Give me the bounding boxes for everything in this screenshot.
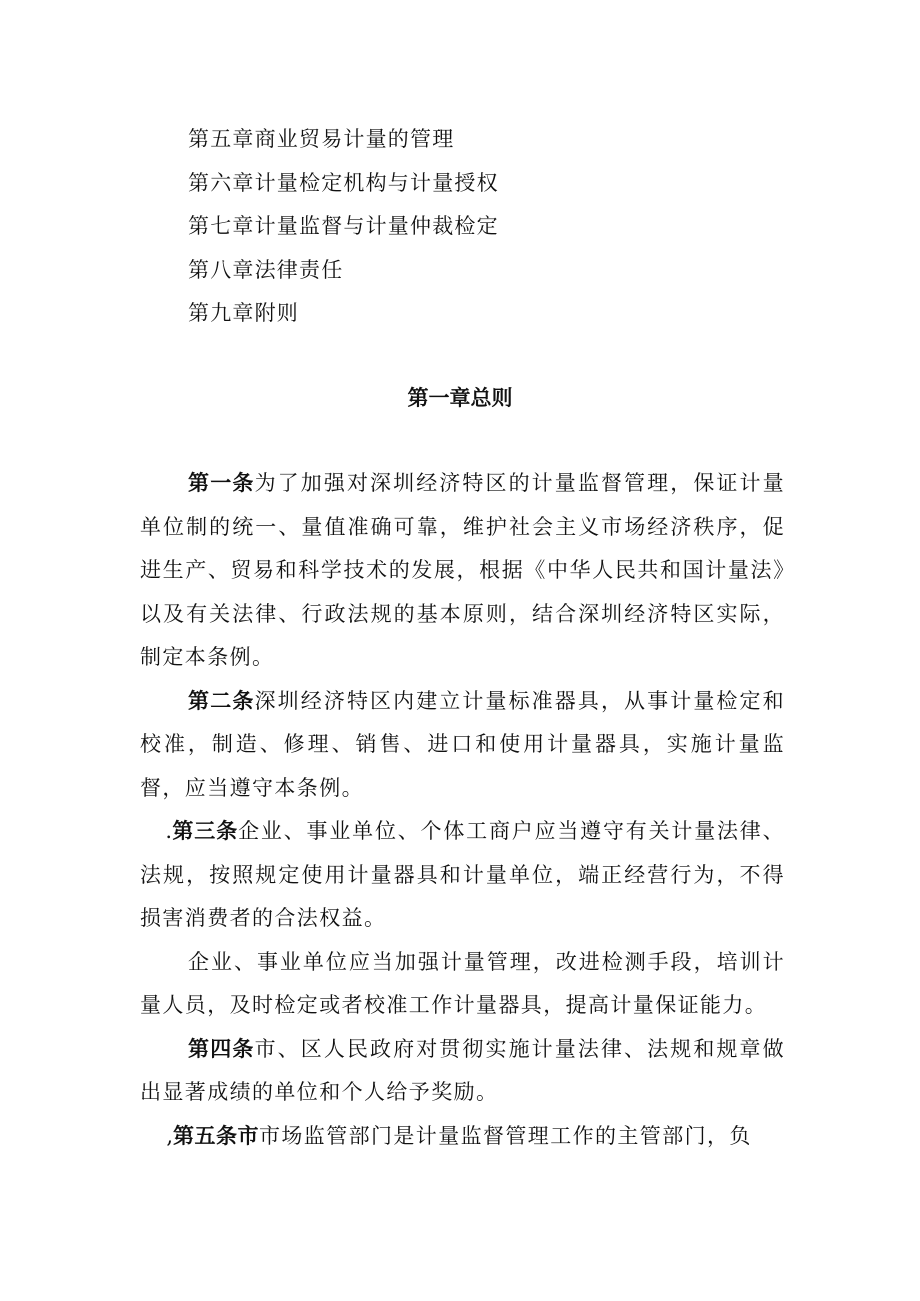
toc-item: 第五章商业贸易计量的管理 <box>188 127 455 151</box>
chapter-body <box>140 462 785 1158</box>
toc-item: 第七章计量监督与计量仲裁检定 <box>188 214 499 238</box>
article-text: 企业、事业单位、个体工商户应当遵守有关计量法律、法规，按照规定使用计量器具和计量单位，端正经营行为，不得损害消费者的合法权益。 <box>140 819 785 930</box>
toc-item: 第六章计量检定机构与计量授权 <box>188 170 499 195</box>
stray-mark: . <box>165 819 172 843</box>
article-1 <box>140 462 785 680</box>
stray-mark: , <box>166 1123 173 1148</box>
article-text: 市场监管部门是计量监督管理工作的主管部门，负 <box>259 1123 752 1148</box>
article-text: 市、区人民政府对贯彻实施计量法律、法规和规章做出显著成绩的单位和个人给予奖励。 <box>140 1036 785 1104</box>
article-label: 第三条 <box>172 819 239 843</box>
article-3 <box>140 810 785 941</box>
article-text: 深圳经济特区内建立计量标准器具，从事计量检定和校准，制造、修理、销售、进口和使用计量器具，实施计量监督，应当遵守本条例。 <box>140 688 785 800</box>
chapter-title: 第一章总则 <box>407 386 513 410</box>
article-label: 第二条 <box>188 688 255 713</box>
toc-item: 第九章附则 <box>188 301 299 325</box>
toc-item: 第八章法律责任 <box>188 257 344 282</box>
article-2 <box>140 680 785 811</box>
article-4 <box>140 1028 785 1115</box>
article-text: 为了加强对深圳经济特区的计量监督管理，保证计量单位制的统一、量值准确可靠，维护社会主义市场经济秩序，促进生产、贸易和科学技术的发展，根据《中华人民共和国计量法》以及有关法律、行政法规的基本原则，结合深圳经济特区实际，制定本条例。 <box>140 471 785 669</box>
table-of-contents <box>188 118 499 336</box>
article-5 <box>140 1115 785 1159</box>
article-label: 第五条市 <box>173 1123 259 1148</box>
article-label: 第一条 <box>188 471 255 495</box>
article-label: 第四条 <box>188 1036 255 1061</box>
article-3-paragraph-2: 企业、事业单位应当加强计量管理，改进检测手段，培训计量人员，及时检定或者校准工作计量器具，提高计量保证能力。 <box>140 949 785 1017</box>
